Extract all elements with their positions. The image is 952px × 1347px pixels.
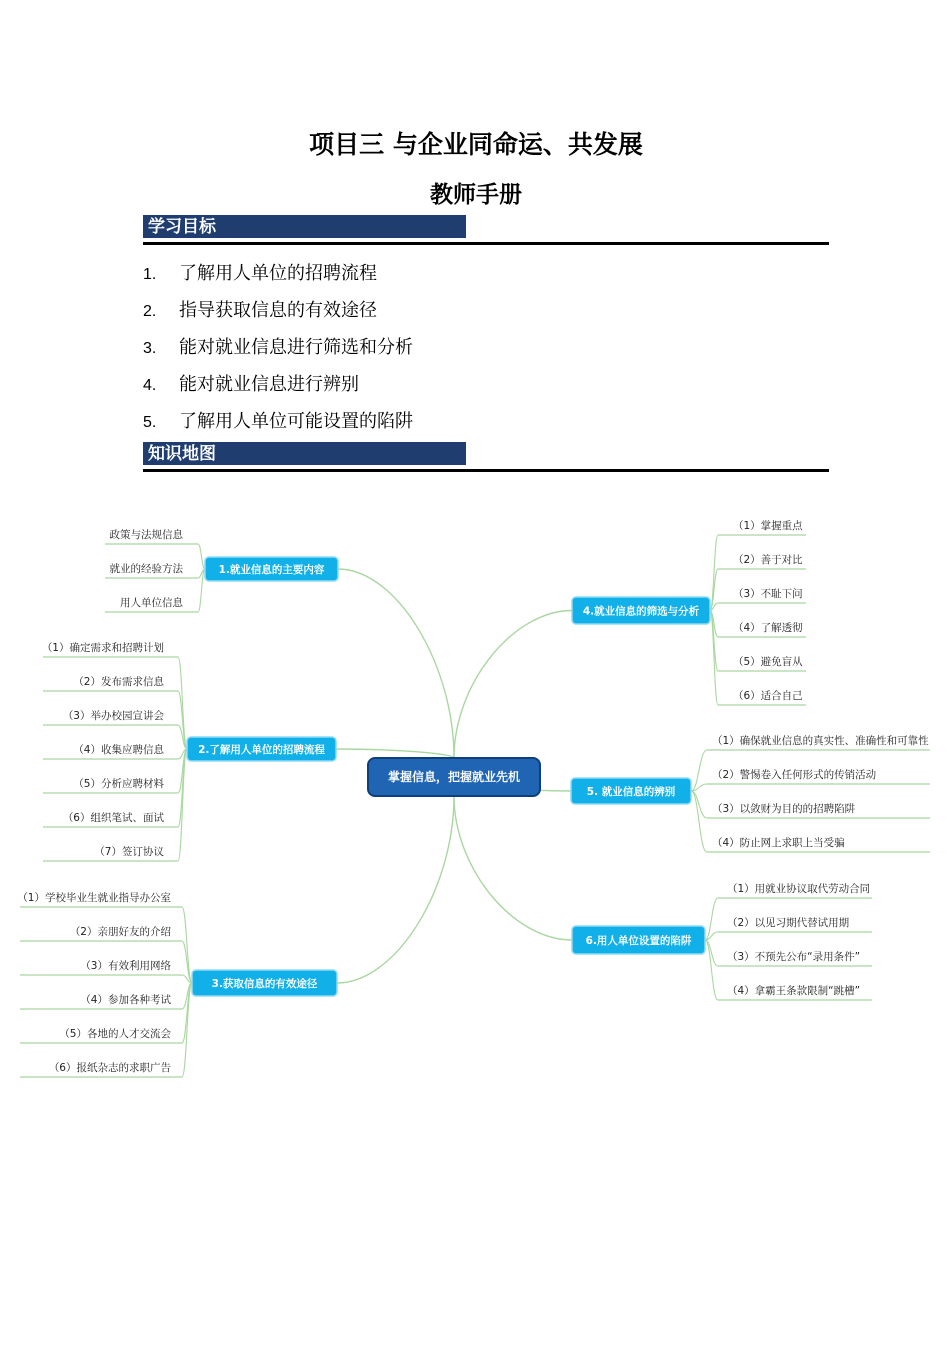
branch-node-label: 1.就业信息的主要内容 [218, 564, 325, 576]
item-connector [705, 940, 718, 1000]
branch-item-label: （5）分析应聘材料 [73, 778, 164, 790]
list-item: 4. 能对就业信息进行辨别 [143, 374, 359, 395]
branch-connector [454, 611, 572, 759]
list-item: 5. 了解用人单位可能设置的陷阱 [143, 411, 413, 432]
item-connector [705, 898, 718, 940]
section-goals-header: 学习目标 [143, 215, 466, 240]
branch-item-label: （4）了解透彻 [733, 622, 803, 634]
branch-item-label: （5）各地的人才交流会 [59, 1028, 171, 1040]
branch-item-label: （3）不预先公布“录用条件” [727, 951, 861, 963]
center-node-label: 掌握信息，把握就业先机 [387, 770, 521, 784]
branch-node-label: 6.用人单位设置的陷阱 [585, 935, 692, 947]
section-map-header: 知识地图 [143, 442, 466, 467]
list-item: 3. 能对就业信息进行筛选和分析 [143, 337, 413, 358]
branch-item-label: （1）确定需求和招聘计划 [41, 642, 164, 654]
item-connector [710, 535, 718, 611]
branch-item-label: （2）善于对比 [733, 554, 803, 566]
branch-item-label: （1）用就业协议取代劳动合同 [727, 883, 871, 895]
branch-node-label: 3.获取信息的有效途径 [211, 978, 318, 990]
list-item: 1. 了解用人单位的招聘流程 [143, 263, 377, 284]
branch-connector [337, 796, 454, 983]
branch-item-label: （4）参加各种考试 [80, 994, 171, 1006]
branch-node-label: 4.就业信息的筛选与分析 [582, 605, 700, 618]
branch-item-label: （6）组织笔试、面试 [62, 812, 164, 824]
page-title: 项目三 与企业同命运、共发展 [309, 130, 643, 159]
branch-item-label: （1）学校毕业生就业指导办公室 [17, 892, 171, 904]
branch-item-label: （4）拿霸王条款限制“跳槽” [727, 985, 861, 997]
branch-item-label: （3）以敛财为目的的招聘陷阱 [712, 803, 856, 815]
branch-connector [336, 749, 454, 758]
branch-item-label: （2）发布需求信息 [73, 676, 164, 688]
branch-item-label: （5）避免盲从 [733, 656, 803, 668]
branch-item-label: （2）以见习期代替试用期 [727, 917, 850, 929]
branch-connector [454, 796, 572, 940]
branch-item-label: （3）不耻下问 [733, 588, 803, 600]
page-subtitle: 教师手册 [430, 181, 522, 208]
branch-item-label: （4）收集应聘信息 [73, 744, 164, 756]
branch-node-label: 2.了解用人单位的招聘流程 [198, 744, 325, 756]
branch-item-label: （4）防止网上求职上当受骗 [712, 837, 845, 849]
branch-item-label: （2）亲朋好友的介绍 [69, 926, 171, 938]
item-connector [198, 544, 205, 569]
branch-item-label: （2）警惕卷入任何形式的传销活动 [712, 769, 877, 781]
branch-item-label: （6）适合自己 [733, 690, 803, 702]
branch-item-label: （7）签订协议 [94, 846, 164, 858]
branch-item-label: （3）有效利用网络 [80, 960, 171, 972]
list-item: 2. 指导获取信息的有效途径 [143, 300, 377, 321]
item-connector [691, 791, 707, 852]
branch-item-label: （3）举办校园宣讲会 [62, 710, 164, 722]
branch-item-label: 用人单位信息 [120, 597, 183, 609]
branch-item-label: （1）掌握重点 [733, 520, 803, 532]
branch-item-label: （1）确保就业信息的真实性、准确性和可靠性 [712, 735, 929, 747]
branch-item-label: 就业的经验方法 [109, 563, 183, 575]
item-connector [691, 791, 707, 818]
branch-connector [338, 569, 454, 758]
branch-node-label: 5. 就业信息的辨别 [586, 786, 676, 798]
item-connector [198, 569, 205, 612]
branch-item-label: 政策与法规信息 [109, 529, 183, 541]
item-connector [182, 907, 192, 983]
branch-item-label: （6）报纸杂志的求职广告 [48, 1062, 171, 1074]
